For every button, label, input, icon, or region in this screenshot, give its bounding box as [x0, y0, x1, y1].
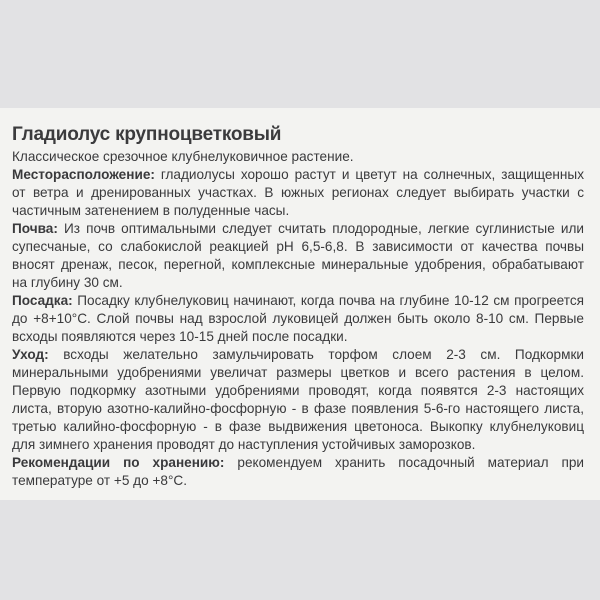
planting-text: Посадку клубнелуковиц начинают, когда почва на глубине 10-12 см прогреется до +8+10°С. Слой почвы над взрослой луковицей должен быть около 8-10 см. Первые всходы появляются через 10-15 дней после посадки.	[12, 293, 584, 344]
soil-text: Из почв оптимальными следует считать плодородные, легкие суглинистые или супесчаные, со слабокислой реакцией pH 6,5-6,8. В зависимости от качества почвы вносят дренаж, песок, перегной, комплексные минеральные удобрения, обрабатывают на глубину 30 см.	[12, 221, 584, 290]
location-heading: Месторасположение:	[12, 167, 155, 182]
storage-text: рекомендуем хранить посадочный материал при температуре от +5 до +8°С.	[12, 455, 584, 488]
planting-section	[12, 292, 584, 346]
label-text-block	[12, 124, 584, 490]
soil-section	[12, 220, 584, 292]
soil-heading: Почва:	[12, 221, 58, 236]
storage-section	[12, 454, 584, 490]
product-title: Гладиолус крупноцветковый	[12, 124, 282, 145]
care-section	[12, 346, 584, 454]
planting-heading: Посадка:	[12, 293, 73, 308]
location-text: гладиолусы хорошо растут и цветут на солнечных, защищенных от ветра и дренированных участках. В южных регионах следует выбирать участки с частичным затенением в полуденные часы.	[12, 167, 584, 218]
care-text: всходы желательно замульчировать торфом слоем 2-3 см. Подкормки минеральными удобрениями увеличат размеры цветков и всего растения в целом. Первую подкормку азотными удобрениями проводят, когда появятся 2-3 настоящих листа, вторую азотно-калийно-фосфорную - в фазе появления 5-6-го настоящего листа, третью калийно-фосфорную - в фазе выдвижения цветоноса. Выкопку клубнелуковиц для зимнего хранения проводят до наступления устойчивых заморозков.	[12, 347, 584, 452]
storage-heading: Рекомендации по хранению:	[12, 455, 225, 470]
location-section	[12, 166, 584, 220]
product-subtitle: Классическое срезочное клубнелуковичное растение.	[12, 149, 354, 164]
care-heading: Уход:	[12, 347, 49, 362]
